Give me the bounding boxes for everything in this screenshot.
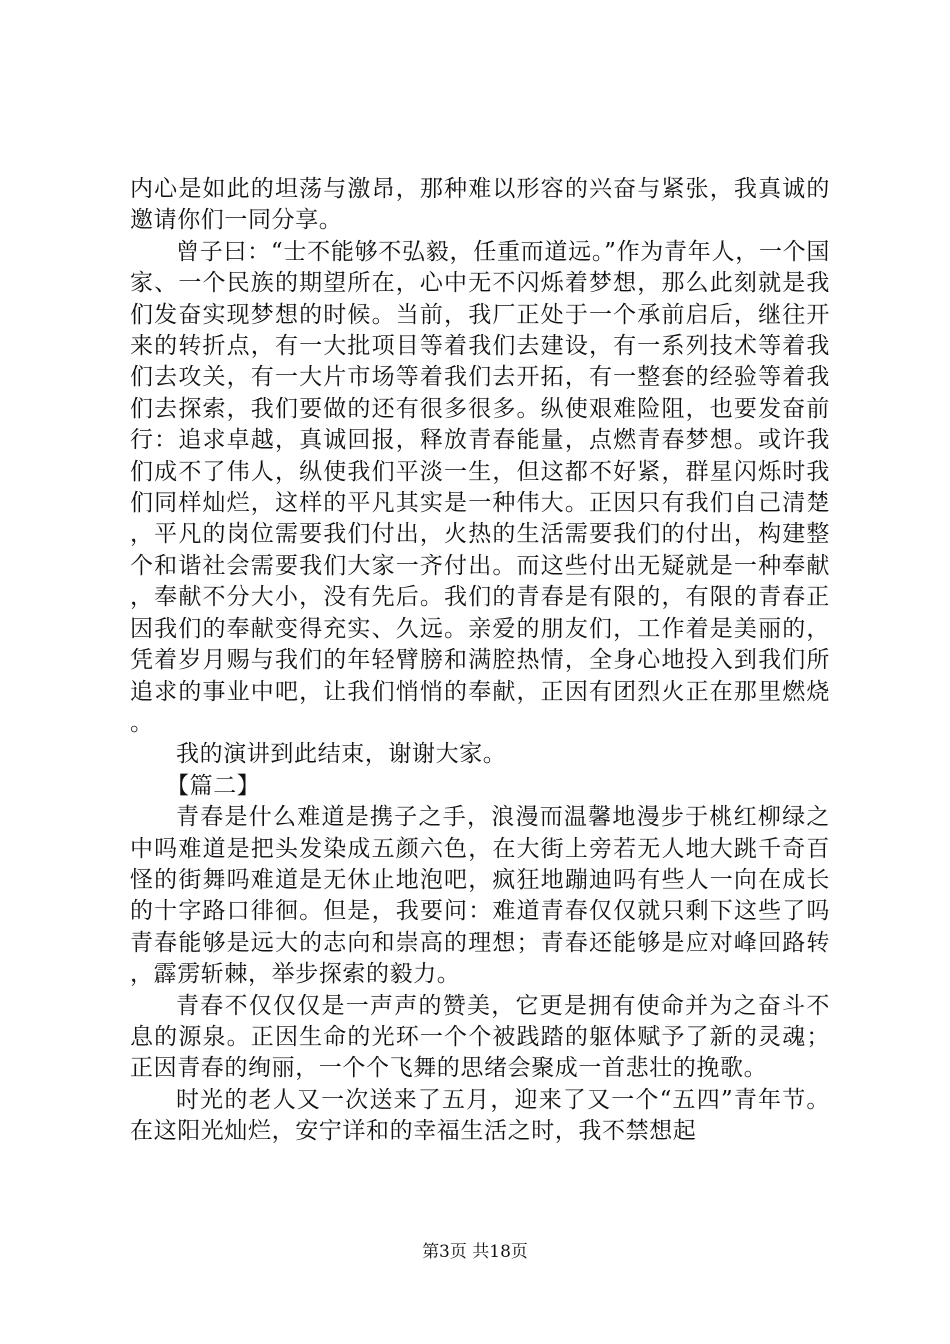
paragraph-may-fourth: 时光的老人又一次送来了五月，迎来了又一个“五四”青年节。在这阳光灿烂，安宁详和的幸福生活之时，我不禁想起 bbox=[130, 1086, 830, 1145]
paragraph-what-is-youth: 青春是什么难道是携子之手，浪漫而温馨地漫步于桃红柳绿之中吗难道是把头发染成五颜六色，在大街上旁若无人地大跳千奇百怪的街舞吗难道是无休止地泡吧，疯狂地蹦迪吗有些人一向在成长的十字路口徘徊。但是，我要问：难道青春仅仅就只剩下这些了吗青春能够是远大的志向和崇高的理想；青春还能够是应对峰回路转，霹雳斩棘，举步探索的毅力。 bbox=[130, 804, 830, 988]
page-number-footer: 第3页 共18页 bbox=[422, 1242, 528, 1262]
paragraph-youth-mission: 青春不仅仅仅是一声声的赞美，它更是拥有使命并为之奋斗不息的源泉。正因生命的光环一个个被践踏的躯体赋予了新的灵魂；正因青春的绚丽，一个个飞舞的思绪会聚成一首悲壮的挽歌。 bbox=[130, 992, 830, 1082]
section-heading-part-two: 【篇二】 bbox=[166, 772, 261, 799]
paragraph-intro-continuation: 内心是如此的坦荡与激昂，那种难以形容的兴奋与紧张，我真诚的邀请你们一同分享。 bbox=[130, 176, 830, 234]
paragraph-zengzi-quote: 曾子曰：“士不能够不弘毅，任重而道远。”作为青年人，一个国家、一个民族的期望所在，心中无不闪烁着梦想，那么此刻就是我们发奋实现梦想的时候。当前，我厂正处于一个承前启后，继往开来的转折点，有一大批项目等着我们去建设，有一系列技术等着我们去攻关，有一大片市场等着我们去开拓，有一整套的经验等着我们去探索，我们要做的还有很多很多。纵使艰难险阻，也要发奋前行：追求卓越，真诚回报，释放青春能量，点燃青春梦想。或许我们成不了伟人，纵使我们平淡一生，但这都不好紧，群星闪烁时我们同样灿烂，这样的平凡其实是一种伟大。正因只有我们自己清楚，平凡的岗位需要我们付出，火热的生活需要我们的付出，构建整个和谐社会需要我们大家一齐付出。而这些付出无疑就是一种奉献，奉献不分大小，没有先后。我们的青春是有限的，有限的青春正因我们的奉献变得充实、久远。亲爱的朋友们，工作着是美丽的，凭着岁月赐与我们的年轻臂膀和满腔热情，全身心地投入到我们所追求的事业中吧，让我们悄悄的奉献，正因有团烈火正在那里燃烧。 bbox=[130, 238, 830, 736]
document-body bbox=[130, 174, 830, 1148]
paragraph-closing-thanks: 我的演讲到此结束，谢谢大家。 bbox=[176, 741, 507, 768]
